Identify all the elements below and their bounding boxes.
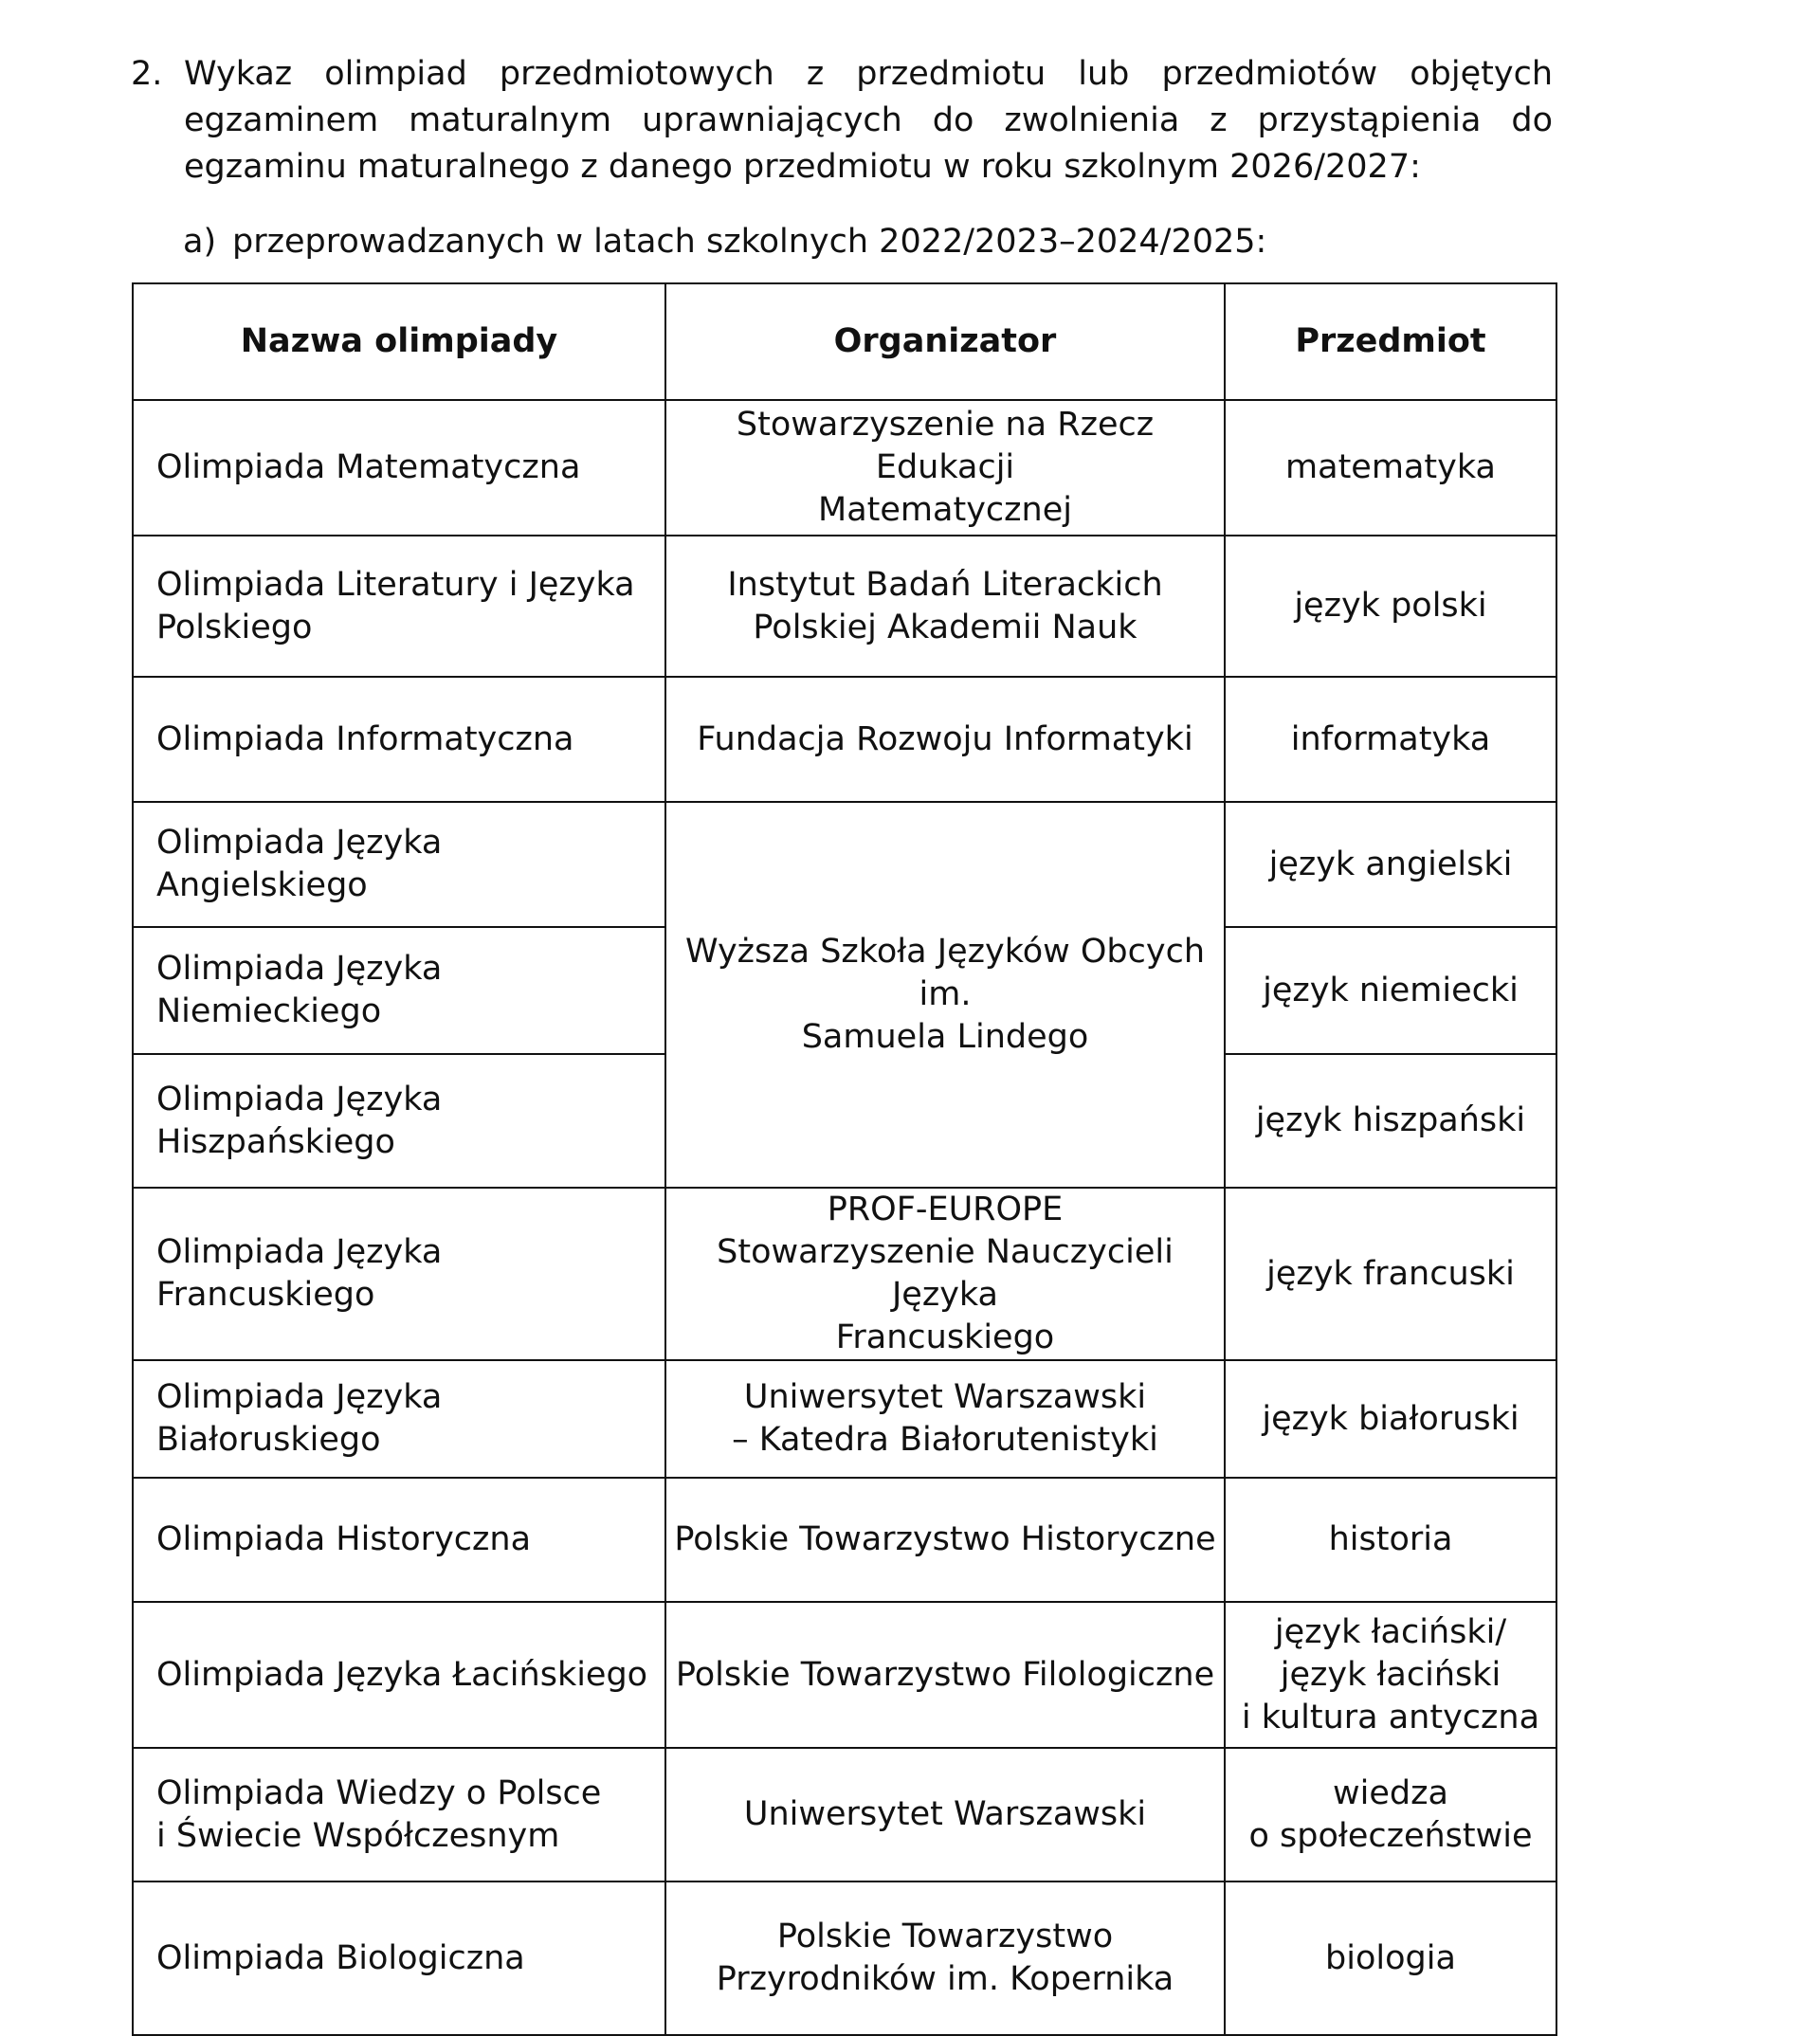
organizer-line: Uniwersytet Warszawski <box>743 1795 1147 1833</box>
olympiad-name: Olimpiada Języka Francuskiego <box>156 1233 443 1314</box>
olympiad-name: Olimpiada Języka Angielskiego <box>156 824 443 904</box>
subject-cell <box>1225 677 1556 802</box>
organizer-cell <box>665 400 1225 536</box>
olympiad-name: Olimpiada Języka Niemieckiego <box>156 950 443 1030</box>
organizer-line: Instytut Badań Literackich <box>727 565 1163 604</box>
table-row <box>133 1748 1556 1881</box>
subject-line: i kultura antyczna <box>1241 1698 1540 1736</box>
subsection-letter: a) <box>183 223 217 261</box>
olympiad-name-cell <box>133 1602 665 1748</box>
subject-line: język hiszpański <box>1255 1101 1526 1139</box>
organizer-cell <box>665 1602 1225 1748</box>
olympiad-name: Olimpiada Matematyczna <box>156 448 581 486</box>
organizer-cell-merged <box>665 802 1225 1188</box>
subject-line: język łaciński <box>1280 1655 1502 1694</box>
subject-line: język białoruski <box>1262 1399 1520 1438</box>
organizer-cell <box>665 1748 1225 1881</box>
subject-line: język francuski <box>1266 1254 1515 1293</box>
subject-line: język angielski <box>1268 845 1513 883</box>
organizer-line: Polskie Towarzystwo Historyczne <box>674 1520 1216 1558</box>
olympiad-name-cell <box>133 1881 665 2035</box>
subject-cell <box>1225 927 1556 1054</box>
subject-cell <box>1225 802 1556 927</box>
organizer-cell <box>665 1881 1225 2035</box>
olympiad-name-cell <box>133 400 665 536</box>
olympiad-name: Olimpiada Języka Białoruskiego <box>156 1378 443 1459</box>
organizer-cell <box>665 536 1225 677</box>
subject-cell <box>1225 1478 1556 1602</box>
olympiad-name: Olimpiada Wiedzy o Polsce <box>156 1773 602 1812</box>
subject-line: język łaciński/ <box>1274 1612 1507 1651</box>
header-organizer: Organizator <box>665 283 1225 400</box>
header-name: Nazwa olimpiady <box>133 283 665 400</box>
subject-cell <box>1225 1881 1556 2035</box>
subject-cell <box>1225 1602 1556 1748</box>
olympiad-name: Olimpiada Języka Łacińskiego <box>156 1655 648 1694</box>
table-row <box>133 1188 1556 1360</box>
organizer-cell <box>665 1360 1225 1478</box>
subject-cell <box>1225 400 1556 536</box>
subject-line: wiedza <box>1333 1773 1448 1812</box>
olympiad-name: Olimpiada Języka <box>156 1080 443 1118</box>
olympiad-name-cell <box>133 1478 665 1602</box>
olympiad-name-cell <box>133 677 665 802</box>
organizer-line: Przyrodników im. Kopernika <box>716 1960 1174 1998</box>
intro-text: Wykaz olimpiad przedmiotowych z przedmiotu lub przedmiotów objętych egzaminem maturalnym uprawniających do zwolnienia z przystąpienia do egzaminu maturalnego z danego przedmiotu w roku szkolnym 2026/2027: <box>184 55 1553 186</box>
organizer-line: Matematycznej <box>818 491 1072 529</box>
subject-cell <box>1225 1360 1556 1478</box>
olympiad-name-cell <box>133 1360 665 1478</box>
table-row <box>133 1881 1556 2035</box>
olympiad-name-cell <box>133 536 665 677</box>
olympiads-table <box>132 282 1557 2036</box>
subject-line: informatyka <box>1290 719 1491 758</box>
olympiad-name: i Świecie Współczesnym <box>156 1816 560 1855</box>
intro-paragraph <box>131 51 1553 191</box>
subject-line: o społeczeństwie <box>1248 1816 1533 1855</box>
table-header-row <box>133 283 1556 400</box>
header-subject: Przedmiot <box>1225 283 1556 400</box>
olympiad-name-cell <box>133 802 665 927</box>
olympiad-name: Hiszpańskiego <box>156 1122 395 1161</box>
organizer-line: Polskie Towarzystwo Filologiczne <box>675 1655 1215 1694</box>
organizer-line: – Katedra Białorutenistyki <box>732 1421 1158 1459</box>
olympiad-name-cell <box>133 1054 665 1188</box>
organizer-line: Polskiej Akademii Nauk <box>753 608 1138 646</box>
olympiad-name: Olimpiada Historyczna <box>156 1520 532 1558</box>
organizer-line: Samuela Lindego <box>801 1018 1089 1056</box>
organizer-line: Uniwersytet Warszawski <box>743 1378 1147 1416</box>
organizer-line: Wyższa Szkoła Języków Obcych im. <box>684 933 1206 1013</box>
organizer-cell <box>665 677 1225 802</box>
table-row <box>133 677 1556 802</box>
organizer-cell <box>665 1188 1225 1360</box>
olympiad-name-cell <box>133 1188 665 1360</box>
olympiad-name: Polskiego <box>156 608 313 646</box>
table-row <box>133 1360 1556 1478</box>
olympiad-name: Olimpiada Informatyczna <box>156 719 574 758</box>
intro-number: 2. <box>131 55 163 93</box>
subject-cell <box>1225 536 1556 677</box>
subject-cell <box>1225 1748 1556 1881</box>
organizer-line: Stowarzyszenie Nauczycieli Języka <box>717 1233 1174 1314</box>
subject-cell <box>1225 1054 1556 1188</box>
organizer-line: PROF-EUROPE <box>827 1191 1064 1228</box>
table-row <box>133 400 1556 536</box>
organizer-line: Stowarzyszenie na Rzecz Edukacji <box>736 406 1155 486</box>
organizer-line: Francuskiego <box>835 1318 1055 1356</box>
olympiad-name: Olimpiada Biologiczna <box>156 1938 525 1977</box>
subject-line: biologia <box>1325 1938 1456 1977</box>
organizer-cell <box>665 1478 1225 1602</box>
subsection-text: przeprowadzanych w latach szkolnych 2022/2023–2024/2025: <box>232 223 1267 261</box>
subsection-heading <box>183 219 1266 265</box>
olympiad-name: Olimpiada Literatury i Języka <box>156 565 635 604</box>
table-row <box>133 536 1556 677</box>
table-row <box>133 1602 1556 1748</box>
subject-line: język polski <box>1294 587 1487 625</box>
olympiad-name-cell <box>133 1748 665 1881</box>
subject-line: język niemiecki <box>1263 971 1519 1009</box>
table-row <box>133 1478 1556 1602</box>
organizer-line: Fundacja Rozwoju Informatyki <box>697 719 1193 758</box>
organizer-line: Polskie Towarzystwo <box>776 1918 1114 1955</box>
olympiad-name-cell <box>133 927 665 1054</box>
subject-cell <box>1225 1188 1556 1360</box>
subject-line: historia <box>1328 1520 1453 1558</box>
subject-line: matematyka <box>1285 448 1496 486</box>
table-row <box>133 802 1556 927</box>
